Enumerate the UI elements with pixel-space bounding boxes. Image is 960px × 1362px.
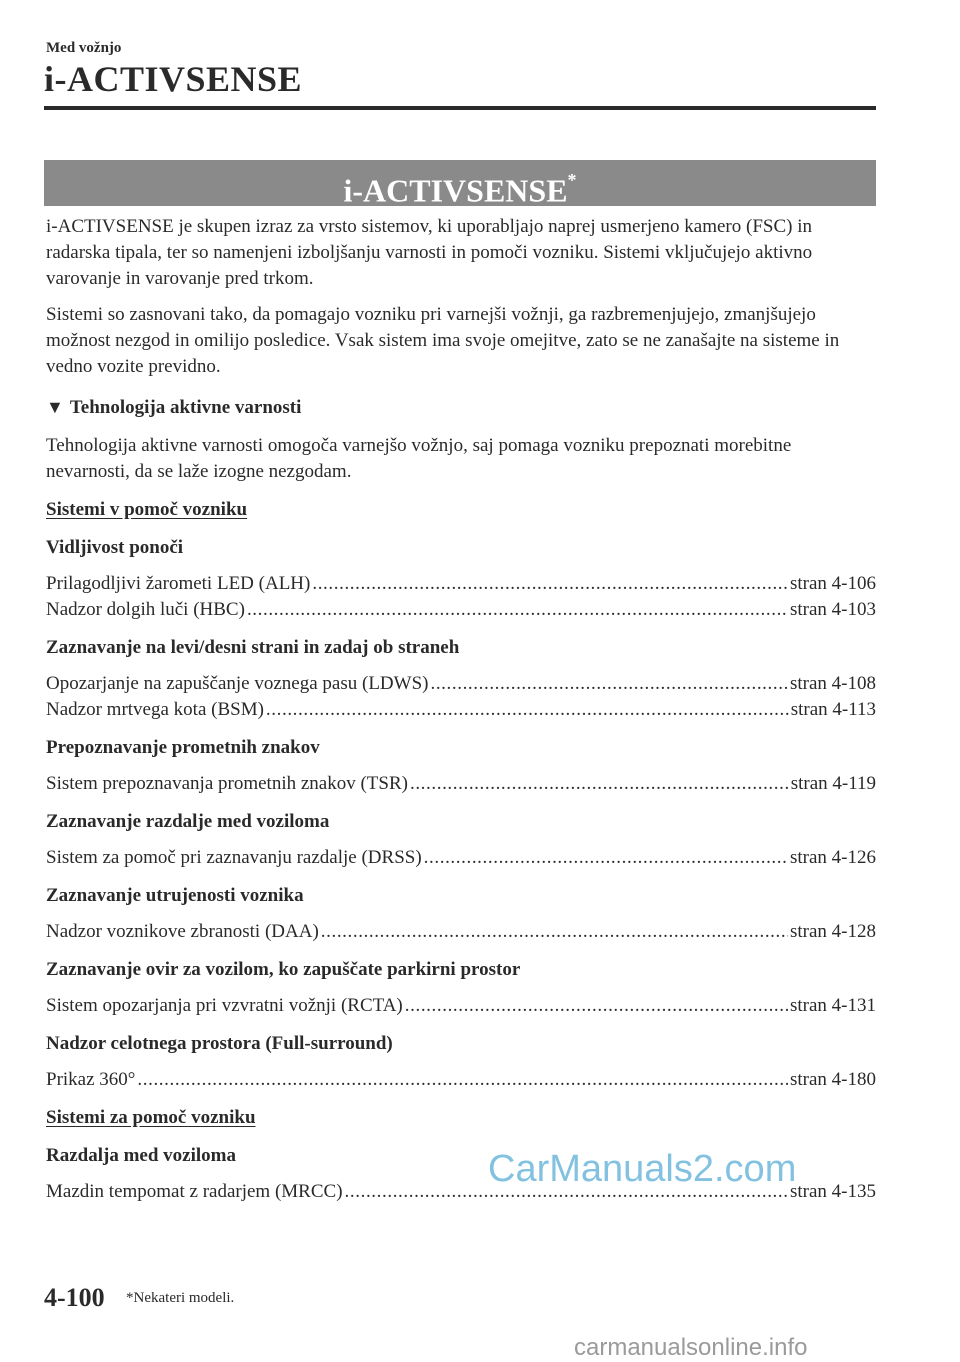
toc-leader xyxy=(312,571,788,597)
toc-entry xyxy=(46,671,876,697)
section-heading xyxy=(46,394,876,421)
watermark-logo: CarManuals2.com xyxy=(488,1148,797,1190)
toc-entry-page: stran 4-108 xyxy=(789,673,876,694)
toc-entry-page: stran 4-135 xyxy=(789,1181,876,1202)
toc-leader xyxy=(410,771,789,797)
toc-entry xyxy=(46,1067,876,1093)
toc-entry-page: stran 4-126 xyxy=(789,847,876,868)
toc-entry xyxy=(46,697,876,723)
chapter-title: i-ACTIVSENSE xyxy=(44,59,303,99)
toc-entry xyxy=(46,845,876,871)
toc-entry-label: Prilagodljivi žarometi LED (ALH) xyxy=(46,573,311,594)
subgroup-heading: Zaznavanje utrujenosti voznika xyxy=(46,885,304,906)
toc-leader xyxy=(430,671,788,697)
subgroup-heading: Razdalja med voziloma xyxy=(46,1145,236,1166)
toc-entry-label: Sistem za pomoč pri zaznavanju razdalje (DRSS) xyxy=(46,847,422,868)
toc-leader xyxy=(321,919,788,945)
banner-title: i-ACTIVSENSE xyxy=(343,172,568,209)
toc-entry-page: stran 4-106 xyxy=(789,573,876,594)
subgroup-heading: Prepoznavanje prometnih znakov xyxy=(46,737,320,758)
toc-entry xyxy=(46,771,876,797)
watermark-url: carmanualsonline.info xyxy=(574,1334,808,1361)
toc-entry-page: stran 4-103 xyxy=(789,599,876,620)
toc-entry-label: Opozarjanje na zapuščanje voznega pasu (LDWS) xyxy=(46,673,429,694)
toc-entry xyxy=(46,919,876,945)
toc-entry-label: Sistem opozarjanja pri vzvratni vožnji (RCTA) xyxy=(46,995,403,1016)
toc-entry-label: Prikaz 360° xyxy=(46,1069,136,1090)
subgroup-heading: Zaznavanje na levi/desni strani in zadaj ob straneh xyxy=(46,637,460,658)
toc-entry-page: stran 4-113 xyxy=(790,699,876,720)
section-paragraph: Tehnologija aktivne varnosti omogoča varnejšo vožnjo, saj pomaga vozniku prepoznati morebitne nevarnosti, da se laže izogne nezgodam. xyxy=(46,435,792,482)
toc-entry-label: Nadzor mrtvega kota (BSM) xyxy=(46,699,264,720)
toc-entry-label: Sistem prepoznavanja prometnih znakov (TSR) xyxy=(46,773,408,794)
group-heading: Sistemi v pomoč vozniku xyxy=(46,499,248,520)
subgroup-heading: Zaznavanje ovir za vozilom, ko zapuščate parkirni prostor xyxy=(46,959,521,980)
intro-paragraph-1: i-ACTIVSENSE je skupen izraz za vrsto sistemov, ki uporabljajo naprej usmerjeno kamero (FSC) in radarska tipala, ter so namenjeni izboljšanju varnosti in pomoči vozniku. Sistemi vključujejo aktivno varovanje in varovanje pred trkom. xyxy=(46,216,813,289)
subgroup-heading: Nadzor celotnega prostora (Full-surround) xyxy=(46,1033,393,1054)
toc-entry-page: stran 4-119 xyxy=(790,773,876,794)
toc-entry xyxy=(46,597,876,623)
toc-entry xyxy=(46,571,876,597)
footnote: *Nekateri modeli. xyxy=(126,1290,235,1306)
triangle-down-icon: ▼ xyxy=(46,397,64,417)
toc-entry-label: Nadzor dolgih luči (HBC) xyxy=(46,599,245,620)
toc-entry-page: stran 4-131 xyxy=(789,995,876,1016)
page-content xyxy=(46,214,876,1215)
toc-entry xyxy=(46,993,876,1019)
toc-leader xyxy=(137,1067,788,1093)
toc-leader xyxy=(405,993,788,1019)
breadcrumb: Med vožnjo xyxy=(46,40,122,56)
subgroup-heading: Zaznavanje razdalje med voziloma xyxy=(46,811,330,832)
toc-entry-page: stran 4-128 xyxy=(789,921,876,942)
toc-leader xyxy=(424,845,788,871)
toc-entry-page: stran 4-180 xyxy=(789,1069,876,1090)
toc-entry-label: Mazdin tempomat z radarjem (MRCC) xyxy=(46,1181,343,1202)
group-heading: Sistemi za pomoč vozniku xyxy=(46,1107,256,1128)
banner-footnote-mark: * xyxy=(567,170,577,190)
intro-paragraph-2: Sistemi so zasnovani tako, da pomagajo vozniku pri varnejši vožnji, ga razbremenjujejo, zmanjšujejo možnost nezgod in omilijo posledice. Vsak sistem ima svoje omejitve, zato se ne zanašajte na sisteme in vedno vozite previdno. xyxy=(46,304,840,377)
toc-leader xyxy=(247,597,788,623)
section-banner xyxy=(44,160,876,209)
toc-entry-label: Nadzor voznikove zbranosti (DAA) xyxy=(46,921,319,942)
header-rule xyxy=(44,106,876,110)
section-heading-text: Tehnologija aktivne varnosti xyxy=(69,397,302,418)
page-number: 4-100 xyxy=(44,1283,105,1312)
toc-leader xyxy=(266,697,789,723)
subgroup-heading: Vidljivost ponoči xyxy=(46,537,184,558)
